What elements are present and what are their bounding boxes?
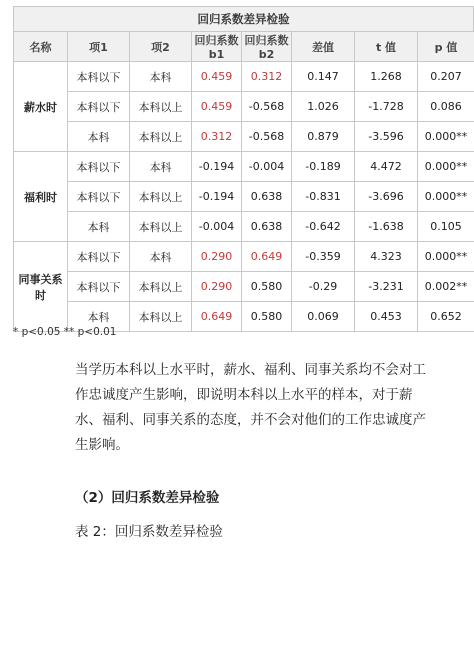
table-cell: 本科以上: [130, 122, 192, 152]
group-label: 福利时: [14, 152, 68, 242]
table-cell: 0.652: [418, 302, 474, 332]
table-row: [14, 152, 474, 182]
table-cell: -0.189: [292, 152, 355, 182]
table-cell: 本科以上: [130, 302, 192, 332]
table-cell: 本科: [68, 302, 130, 332]
table-cell: 本科以上: [130, 92, 192, 122]
table-cell: 1.026: [292, 92, 355, 122]
table-cell: -0.004: [242, 152, 292, 182]
body-paragraph: 当学历本科以上水平时，薪水、福利、同事关系均不会对工作忠诚度产生影响，即说明本科以上水平的样本，对于薪水、福利、同事关系的态度，并不会对他们的工作忠诚度产生影响。: [75, 362, 426, 453]
table-cell: 4.472: [355, 152, 418, 182]
table-cell: 本科: [68, 212, 130, 242]
table-cell: 0.207: [418, 62, 474, 92]
table-cell: 本科以下: [68, 272, 130, 302]
header-cell: 项2: [130, 32, 192, 62]
table-cell: -3.696: [355, 182, 418, 212]
table-cell: 0.453: [355, 302, 418, 332]
table-cell: 本科以上: [130, 272, 192, 302]
table-cell: 0.879: [292, 122, 355, 152]
table-cell: -3.231: [355, 272, 418, 302]
table-cell: 本科以上: [130, 182, 192, 212]
table-cell: 0.105: [418, 212, 474, 242]
table-cell: 本科以下: [68, 62, 130, 92]
table-header-row: [14, 32, 474, 62]
table-cell: 0.638: [242, 212, 292, 242]
table-cell: 0.000**: [418, 152, 474, 182]
table-cell: 本科: [130, 242, 192, 272]
table-cell: 本科: [130, 62, 192, 92]
table-cell: -0.568: [242, 92, 292, 122]
table-cell: 本科以下: [68, 182, 130, 212]
table-cell: 本科以下: [68, 242, 130, 272]
table-cell: 本科以下: [68, 152, 130, 182]
header-cell: 差值: [292, 32, 355, 62]
table-cell: 0.000**: [418, 242, 474, 272]
table-cell: 0.459: [192, 62, 242, 92]
header-cell: p 值: [418, 32, 474, 62]
table-cell: -0.568: [242, 122, 292, 152]
table-cell: 0.086: [418, 92, 474, 122]
table-cell: 4.323: [355, 242, 418, 272]
table-cell: 0.638: [242, 182, 292, 212]
table-cell: 本科: [68, 122, 130, 152]
table-caption: 表 2：回归系数差异检验: [75, 524, 223, 540]
table-row: [14, 62, 474, 92]
table-cell: 0.312: [242, 62, 292, 92]
header-cell: 回归系数b1: [192, 32, 242, 62]
table-cell: 0.147: [292, 62, 355, 92]
table-row: [14, 92, 474, 122]
table-cell: -1.638: [355, 212, 418, 242]
table-cell: -0.194: [192, 182, 242, 212]
table-cell: 0.069: [292, 302, 355, 332]
table-cell: -1.728: [355, 92, 418, 122]
section-heading: （2）回归系数差异检验: [75, 490, 220, 506]
table-cell: -0.642: [292, 212, 355, 242]
table-cell: 0.000**: [418, 122, 474, 152]
table-cell: -0.29: [292, 272, 355, 302]
table-cell: 0.290: [192, 242, 242, 272]
table-cell: 本科以上: [130, 212, 192, 242]
header-cell: t 值: [355, 32, 418, 62]
table-cell: 0.580: [242, 272, 292, 302]
table-cell: -3.596: [355, 122, 418, 152]
header-cell: 名称: [14, 32, 68, 62]
table-cell: -0.359: [292, 242, 355, 272]
group-label: 同事关系时: [14, 242, 68, 332]
table-cell: 0.649: [242, 242, 292, 272]
table-cell: 0.312: [192, 122, 242, 152]
table-row: [14, 272, 474, 302]
table-row: [14, 122, 474, 152]
regression-table-container: [13, 6, 474, 332]
table-title: 回归系数差异检验: [13, 6, 474, 31]
header-cell: 项1: [68, 32, 130, 62]
table-row: [14, 212, 474, 242]
table-row: [14, 182, 474, 212]
table-cell: 本科: [130, 152, 192, 182]
header-cell: 回归系数b2: [242, 32, 292, 62]
table-cell: -0.194: [192, 152, 242, 182]
table-cell: 0.649: [192, 302, 242, 332]
table-cell: 0.459: [192, 92, 242, 122]
table-cell: 0.002**: [418, 272, 474, 302]
table-cell: 本科以下: [68, 92, 130, 122]
table-cell: 0.000**: [418, 182, 474, 212]
table-cell: 0.580: [242, 302, 292, 332]
table-footnote: * p<0.05 ** p<0.01: [13, 326, 117, 338]
regression-table: [13, 31, 474, 332]
table-cell: -0.831: [292, 182, 355, 212]
group-label: 薪水时: [14, 62, 68, 152]
table-row: [14, 242, 474, 272]
table-cell: 1.268: [355, 62, 418, 92]
table-cell: 0.290: [192, 272, 242, 302]
table-cell: -0.004: [192, 212, 242, 242]
